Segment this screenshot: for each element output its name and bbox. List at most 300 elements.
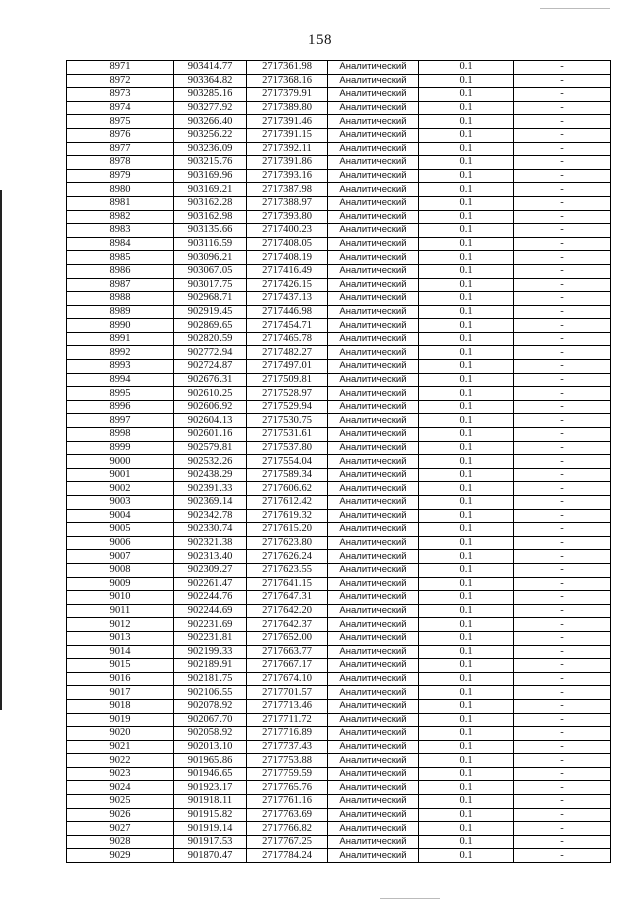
x-coordinate-cell: 903162.28 — [174, 196, 247, 210]
accuracy-cell: 0.1 — [419, 686, 514, 700]
point-number-cell: 9025 — [67, 795, 174, 809]
table-row — [67, 224, 611, 238]
accuracy-cell: 0.1 — [419, 101, 514, 115]
method-cell: Аналитический — [328, 196, 419, 210]
y-coordinate-cell: 2717426.15 — [247, 278, 328, 292]
table-row — [67, 550, 611, 564]
y-coordinate-cell: 2717537.80 — [247, 441, 328, 455]
x-coordinate-cell: 903017.75 — [174, 278, 247, 292]
table-row — [67, 672, 611, 686]
table-row — [67, 360, 611, 374]
method-cell: Аналитический — [328, 781, 419, 795]
method-cell: Аналитический — [328, 835, 419, 849]
table-row — [67, 373, 611, 387]
x-coordinate-cell: 901870.47 — [174, 849, 247, 863]
note-cell: - — [514, 332, 611, 346]
point-number-cell: 9029 — [67, 849, 174, 863]
accuracy-cell: 0.1 — [419, 604, 514, 618]
note-cell: - — [514, 849, 611, 863]
accuracy-cell: 0.1 — [419, 183, 514, 197]
x-coordinate-cell: 902438.29 — [174, 468, 247, 482]
y-coordinate-cell: 2717642.20 — [247, 604, 328, 618]
point-number-cell: 8991 — [67, 332, 174, 346]
note-cell: - — [514, 795, 611, 809]
note-cell: - — [514, 550, 611, 564]
table-row — [67, 577, 611, 591]
coordinates-table-body — [67, 61, 611, 863]
y-coordinate-cell: 2717408.19 — [247, 251, 328, 265]
accuracy-cell: 0.1 — [419, 61, 514, 75]
y-coordinate-cell: 2717761.16 — [247, 795, 328, 809]
y-coordinate-cell: 2717509.81 — [247, 373, 328, 387]
table-row — [67, 319, 611, 333]
method-cell: Аналитический — [328, 169, 419, 183]
method-cell: Аналитический — [328, 346, 419, 360]
note-cell: - — [514, 414, 611, 428]
table-row — [67, 156, 611, 170]
x-coordinate-cell: 902321.38 — [174, 536, 247, 550]
note-cell: - — [514, 727, 611, 741]
note-cell: - — [514, 210, 611, 224]
point-number-cell: 9000 — [67, 455, 174, 469]
method-cell: Аналитический — [328, 428, 419, 442]
table-row — [67, 618, 611, 632]
y-coordinate-cell: 2717766.82 — [247, 822, 328, 836]
method-cell: Аналитический — [328, 332, 419, 346]
table-row — [67, 482, 611, 496]
note-cell: - — [514, 115, 611, 129]
method-cell: Аналитический — [328, 101, 419, 115]
note-cell: - — [514, 822, 611, 836]
point-number-cell: 9024 — [67, 781, 174, 795]
point-number-cell: 8986 — [67, 264, 174, 278]
method-cell: Аналитический — [328, 618, 419, 632]
point-number-cell: 8990 — [67, 319, 174, 333]
note-cell: - — [514, 563, 611, 577]
y-coordinate-cell: 2717763.69 — [247, 808, 328, 822]
table-row — [67, 496, 611, 510]
y-coordinate-cell: 2717391.15 — [247, 128, 328, 142]
note-cell: - — [514, 740, 611, 754]
note-cell: - — [514, 251, 611, 265]
accuracy-cell: 0.1 — [419, 414, 514, 428]
note-cell: - — [514, 264, 611, 278]
point-number-cell: 8984 — [67, 237, 174, 251]
x-coordinate-cell: 902231.69 — [174, 618, 247, 632]
point-number-cell: 8996 — [67, 400, 174, 414]
point-number-cell: 9015 — [67, 659, 174, 673]
x-coordinate-cell: 903277.92 — [174, 101, 247, 115]
x-coordinate-cell: 902579.81 — [174, 441, 247, 455]
point-number-cell: 9009 — [67, 577, 174, 591]
table-row — [67, 835, 611, 849]
y-coordinate-cell: 2717393.16 — [247, 169, 328, 183]
x-coordinate-cell: 902261.47 — [174, 577, 247, 591]
x-coordinate-cell: 902820.59 — [174, 332, 247, 346]
method-cell: Аналитический — [328, 727, 419, 741]
note-cell: - — [514, 61, 611, 75]
x-coordinate-cell: 902369.14 — [174, 496, 247, 510]
note-cell: - — [514, 142, 611, 156]
table-row — [67, 754, 611, 768]
note-cell: - — [514, 373, 611, 387]
point-number-cell: 8982 — [67, 210, 174, 224]
y-coordinate-cell: 2717368.16 — [247, 74, 328, 88]
table-row — [67, 115, 611, 129]
note-cell: - — [514, 400, 611, 414]
table-row — [67, 686, 611, 700]
method-cell: Аналитический — [328, 808, 419, 822]
x-coordinate-cell: 901917.53 — [174, 835, 247, 849]
y-coordinate-cell: 2717531.61 — [247, 428, 328, 442]
accuracy-cell: 0.1 — [419, 169, 514, 183]
method-cell: Аналитический — [328, 264, 419, 278]
point-number-cell: 8987 — [67, 278, 174, 292]
point-number-cell: 9011 — [67, 604, 174, 618]
point-number-cell: 8973 — [67, 88, 174, 102]
method-cell: Аналитический — [328, 278, 419, 292]
x-coordinate-cell: 903067.05 — [174, 264, 247, 278]
x-coordinate-cell: 902078.92 — [174, 699, 247, 713]
table-row — [67, 387, 611, 401]
point-number-cell: 8989 — [67, 305, 174, 319]
method-cell: Аналитический — [328, 183, 419, 197]
method-cell: Аналитический — [328, 468, 419, 482]
point-number-cell: 9027 — [67, 822, 174, 836]
point-number-cell: 8980 — [67, 183, 174, 197]
x-coordinate-cell: 902067.70 — [174, 713, 247, 727]
note-cell: - — [514, 482, 611, 496]
y-coordinate-cell: 2717454.71 — [247, 319, 328, 333]
table-row — [67, 88, 611, 102]
note-cell: - — [514, 577, 611, 591]
note-cell: - — [514, 346, 611, 360]
method-cell: Аналитический — [328, 224, 419, 238]
accuracy-cell: 0.1 — [419, 373, 514, 387]
y-coordinate-cell: 2717753.88 — [247, 754, 328, 768]
y-coordinate-cell: 2717400.23 — [247, 224, 328, 238]
table-row — [67, 128, 611, 142]
point-number-cell: 9016 — [67, 672, 174, 686]
table-row — [67, 292, 611, 306]
point-number-cell: 8975 — [67, 115, 174, 129]
y-coordinate-cell: 2717482.27 — [247, 346, 328, 360]
x-coordinate-cell: 902610.25 — [174, 387, 247, 401]
method-cell: Аналитический — [328, 482, 419, 496]
accuracy-cell: 0.1 — [419, 727, 514, 741]
table-row — [67, 61, 611, 75]
method-cell: Аналитический — [328, 767, 419, 781]
point-number-cell: 8995 — [67, 387, 174, 401]
table-row — [67, 278, 611, 292]
method-cell: Аналитический — [328, 509, 419, 523]
point-number-cell: 8993 — [67, 360, 174, 374]
point-number-cell: 9014 — [67, 645, 174, 659]
y-coordinate-cell: 2717530.75 — [247, 414, 328, 428]
accuracy-cell: 0.1 — [419, 767, 514, 781]
method-cell: Аналитический — [328, 795, 419, 809]
method-cell: Аналитический — [328, 387, 419, 401]
accuracy-cell: 0.1 — [419, 468, 514, 482]
x-coordinate-cell: 903162.98 — [174, 210, 247, 224]
x-coordinate-cell: 903096.21 — [174, 251, 247, 265]
y-coordinate-cell: 2717759.59 — [247, 767, 328, 781]
x-coordinate-cell: 903169.21 — [174, 183, 247, 197]
note-cell: - — [514, 591, 611, 605]
note-cell: - — [514, 74, 611, 88]
note-cell: - — [514, 659, 611, 673]
scan-artifact — [540, 8, 610, 9]
y-coordinate-cell: 2717626.24 — [247, 550, 328, 564]
note-cell: - — [514, 88, 611, 102]
accuracy-cell: 0.1 — [419, 645, 514, 659]
note-cell: - — [514, 305, 611, 319]
y-coordinate-cell: 2717615.20 — [247, 523, 328, 537]
note-cell: - — [514, 156, 611, 170]
note-cell: - — [514, 699, 611, 713]
accuracy-cell: 0.1 — [419, 509, 514, 523]
note-cell: - — [514, 686, 611, 700]
y-coordinate-cell: 2717784.24 — [247, 849, 328, 863]
method-cell: Аналитический — [328, 305, 419, 319]
table-row — [67, 169, 611, 183]
table-row — [67, 455, 611, 469]
point-number-cell: 9028 — [67, 835, 174, 849]
x-coordinate-cell: 902919.45 — [174, 305, 247, 319]
table-row — [67, 699, 611, 713]
accuracy-cell: 0.1 — [419, 441, 514, 455]
x-coordinate-cell: 902181.75 — [174, 672, 247, 686]
y-coordinate-cell: 2717642.37 — [247, 618, 328, 632]
accuracy-cell: 0.1 — [419, 781, 514, 795]
accuracy-cell: 0.1 — [419, 563, 514, 577]
point-number-cell: 8999 — [67, 441, 174, 455]
method-cell: Аналитический — [328, 536, 419, 550]
accuracy-cell: 0.1 — [419, 577, 514, 591]
accuracy-cell: 0.1 — [419, 224, 514, 238]
method-cell: Аналитический — [328, 550, 419, 564]
note-cell: - — [514, 455, 611, 469]
y-coordinate-cell: 2717391.86 — [247, 156, 328, 170]
method-cell: Аналитический — [328, 496, 419, 510]
scan-margin-line — [0, 190, 2, 710]
x-coordinate-cell: 902601.16 — [174, 428, 247, 442]
x-coordinate-cell: 903414.77 — [174, 61, 247, 75]
y-coordinate-cell: 2717416.49 — [247, 264, 328, 278]
note-cell: - — [514, 183, 611, 197]
point-number-cell: 9012 — [67, 618, 174, 632]
note-cell: - — [514, 224, 611, 238]
x-coordinate-cell: 901946.65 — [174, 767, 247, 781]
point-number-cell: 9020 — [67, 727, 174, 741]
x-coordinate-cell: 902342.78 — [174, 509, 247, 523]
method-cell: Аналитический — [328, 319, 419, 333]
note-cell: - — [514, 428, 611, 442]
point-number-cell: 8976 — [67, 128, 174, 142]
method-cell: Аналитический — [328, 373, 419, 387]
note-cell: - — [514, 360, 611, 374]
table-row — [67, 713, 611, 727]
table-row — [67, 400, 611, 414]
y-coordinate-cell: 2717674.10 — [247, 672, 328, 686]
method-cell: Аналитический — [328, 210, 419, 224]
accuracy-cell: 0.1 — [419, 264, 514, 278]
point-number-cell: 8971 — [67, 61, 174, 75]
accuracy-cell: 0.1 — [419, 196, 514, 210]
table-row — [67, 659, 611, 673]
x-coordinate-cell: 903116.59 — [174, 237, 247, 251]
point-number-cell: 9002 — [67, 482, 174, 496]
point-number-cell: 8983 — [67, 224, 174, 238]
table-row — [67, 183, 611, 197]
note-cell: - — [514, 767, 611, 781]
x-coordinate-cell: 902244.69 — [174, 604, 247, 618]
note-cell: - — [514, 523, 611, 537]
x-coordinate-cell: 902391.33 — [174, 482, 247, 496]
accuracy-cell: 0.1 — [419, 210, 514, 224]
y-coordinate-cell: 2717701.57 — [247, 686, 328, 700]
accuracy-cell: 0.1 — [419, 346, 514, 360]
accuracy-cell: 0.1 — [419, 618, 514, 632]
table-row — [67, 645, 611, 659]
y-coordinate-cell: 2717361.98 — [247, 61, 328, 75]
table-row — [67, 591, 611, 605]
accuracy-cell: 0.1 — [419, 128, 514, 142]
table-row — [67, 414, 611, 428]
accuracy-cell: 0.1 — [419, 659, 514, 673]
point-number-cell: 9017 — [67, 686, 174, 700]
method-cell: Аналитический — [328, 414, 419, 428]
y-coordinate-cell: 2717623.80 — [247, 536, 328, 550]
accuracy-cell: 0.1 — [419, 319, 514, 333]
point-number-cell: 9023 — [67, 767, 174, 781]
x-coordinate-cell: 902330.74 — [174, 523, 247, 537]
method-cell: Аналитический — [328, 754, 419, 768]
table-row — [67, 428, 611, 442]
x-coordinate-cell: 902013.10 — [174, 740, 247, 754]
accuracy-cell: 0.1 — [419, 536, 514, 550]
y-coordinate-cell: 2717765.76 — [247, 781, 328, 795]
note-cell: - — [514, 509, 611, 523]
point-number-cell: 8998 — [67, 428, 174, 442]
x-coordinate-cell: 902968.71 — [174, 292, 247, 306]
x-coordinate-cell: 902313.40 — [174, 550, 247, 564]
note-cell: - — [514, 604, 611, 618]
point-number-cell: 9021 — [67, 740, 174, 754]
x-coordinate-cell: 901919.14 — [174, 822, 247, 836]
x-coordinate-cell: 903135.66 — [174, 224, 247, 238]
y-coordinate-cell: 2717391.46 — [247, 115, 328, 129]
x-coordinate-cell: 902676.31 — [174, 373, 247, 387]
y-coordinate-cell: 2717737.43 — [247, 740, 328, 754]
x-coordinate-cell: 903236.09 — [174, 142, 247, 156]
method-cell: Аналитический — [328, 713, 419, 727]
method-cell: Аналитический — [328, 563, 419, 577]
y-coordinate-cell: 2717767.25 — [247, 835, 328, 849]
y-coordinate-cell: 2717641.15 — [247, 577, 328, 591]
table-row — [67, 142, 611, 156]
accuracy-cell: 0.1 — [419, 428, 514, 442]
note-cell: - — [514, 101, 611, 115]
note-cell: - — [514, 835, 611, 849]
accuracy-cell: 0.1 — [419, 849, 514, 863]
y-coordinate-cell: 2717528.97 — [247, 387, 328, 401]
note-cell: - — [514, 441, 611, 455]
x-coordinate-cell: 902604.13 — [174, 414, 247, 428]
table-row — [67, 441, 611, 455]
point-number-cell: 9003 — [67, 496, 174, 510]
accuracy-cell: 0.1 — [419, 142, 514, 156]
accuracy-cell: 0.1 — [419, 740, 514, 754]
table-row — [67, 767, 611, 781]
x-coordinate-cell: 902724.87 — [174, 360, 247, 374]
table-row — [67, 74, 611, 88]
table-row — [67, 727, 611, 741]
point-number-cell: 8988 — [67, 292, 174, 306]
note-cell: - — [514, 196, 611, 210]
accuracy-cell: 0.1 — [419, 251, 514, 265]
accuracy-cell: 0.1 — [419, 822, 514, 836]
y-coordinate-cell: 2717446.98 — [247, 305, 328, 319]
point-number-cell: 8972 — [67, 74, 174, 88]
y-coordinate-cell: 2717529.94 — [247, 400, 328, 414]
accuracy-cell: 0.1 — [419, 387, 514, 401]
page-number: 158 — [308, 32, 332, 48]
accuracy-cell: 0.1 — [419, 631, 514, 645]
point-number-cell: 8978 — [67, 156, 174, 170]
table-row — [67, 332, 611, 346]
y-coordinate-cell: 2717408.05 — [247, 237, 328, 251]
y-coordinate-cell: 2717663.77 — [247, 645, 328, 659]
method-cell: Аналитический — [328, 455, 419, 469]
accuracy-cell: 0.1 — [419, 88, 514, 102]
accuracy-cell: 0.1 — [419, 156, 514, 170]
y-coordinate-cell: 2717437.13 — [247, 292, 328, 306]
x-coordinate-cell: 902189.91 — [174, 659, 247, 673]
table-row — [67, 781, 611, 795]
point-number-cell: 8979 — [67, 169, 174, 183]
method-cell: Аналитический — [328, 61, 419, 75]
point-number-cell: 9026 — [67, 808, 174, 822]
method-cell: Аналитический — [328, 604, 419, 618]
table-row — [67, 849, 611, 863]
accuracy-cell: 0.1 — [419, 237, 514, 251]
method-cell: Аналитический — [328, 591, 419, 605]
table-row — [67, 468, 611, 482]
method-cell: Аналитический — [328, 115, 419, 129]
point-number-cell: 9013 — [67, 631, 174, 645]
method-cell: Аналитический — [328, 441, 419, 455]
accuracy-cell: 0.1 — [419, 400, 514, 414]
method-cell: Аналитический — [328, 237, 419, 251]
x-coordinate-cell: 903266.40 — [174, 115, 247, 129]
method-cell: Аналитический — [328, 400, 419, 414]
table-row — [67, 101, 611, 115]
point-number-cell: 9006 — [67, 536, 174, 550]
accuracy-cell: 0.1 — [419, 672, 514, 686]
method-cell: Аналитический — [328, 251, 419, 265]
method-cell: Аналитический — [328, 740, 419, 754]
point-number-cell: 9010 — [67, 591, 174, 605]
y-coordinate-cell: 2717497.01 — [247, 360, 328, 374]
table-row — [67, 604, 611, 618]
x-coordinate-cell: 902606.92 — [174, 400, 247, 414]
x-coordinate-cell: 902309.27 — [174, 563, 247, 577]
method-cell: Аналитический — [328, 849, 419, 863]
y-coordinate-cell: 2717589.34 — [247, 468, 328, 482]
y-coordinate-cell: 2717652.00 — [247, 631, 328, 645]
note-cell: - — [514, 128, 611, 142]
